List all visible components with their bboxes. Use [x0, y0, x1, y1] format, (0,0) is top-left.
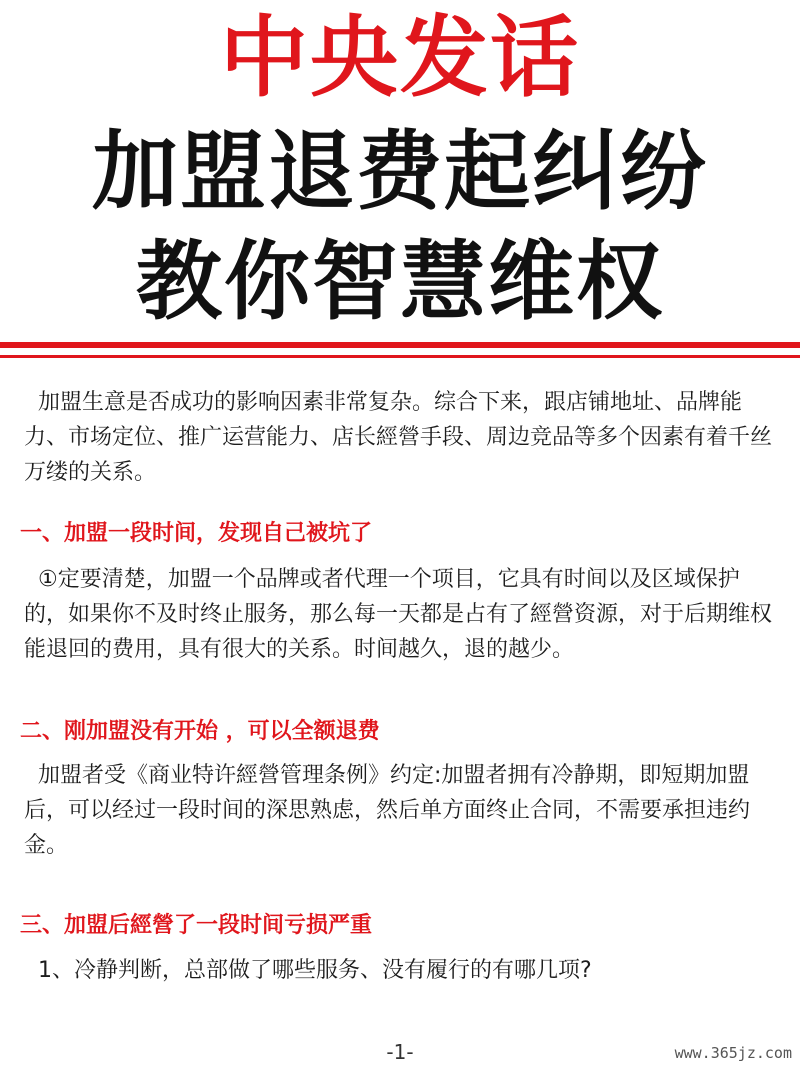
- section-1-heading: 一、加盟一段时间，发现自己被坑了: [20, 521, 373, 546]
- intro-paragraph: 加盟生意是否成功的影响因素非常复杂。综合下来，跟店铺地址、品牌能力、市场定位、推广运营能力、店长經營手段、周边竞品等多个因素有着千丝万缕的关系。: [24, 390, 773, 485]
- section-3-body: 1、冷静判断，总部做了哪些服务、没有履行的有哪几项?: [38, 958, 592, 983]
- divider-thin: [0, 355, 800, 358]
- divider-thick: [0, 342, 800, 348]
- section-3-heading: 三、加盟后經營了一段时间亏损严重: [20, 913, 373, 938]
- title-line-2: 加盟退费起纠纷: [92, 122, 708, 222]
- page-number: -1-: [386, 1040, 414, 1064]
- section-2-heading: 二、刚加盟没有开始 ，可以全额退费: [20, 719, 380, 744]
- title-line-3: 教你智慧维权: [136, 232, 664, 332]
- section-1-body: ①定要清楚，加盟一个品牌或者代理一个项目，它具有时间以及区域保护的，如果你不及时终止服务，那么每一天都是占有了經營资源，对于后期维权能退回的费用，具有很大的关系。时间越久，退的越少。: [24, 567, 773, 662]
- section-2-body: 加盟者受《商业特许經營管理条例》约定:加盟者拥有冷静期，即短期加盟后，可以经过一段时间的深思熟虑，然后单方面终止合同，不需要承担违约金。: [24, 763, 751, 858]
- site-watermark: www.365jz.com: [674, 1044, 792, 1062]
- title-line-1: 中央发话: [219, 6, 580, 109]
